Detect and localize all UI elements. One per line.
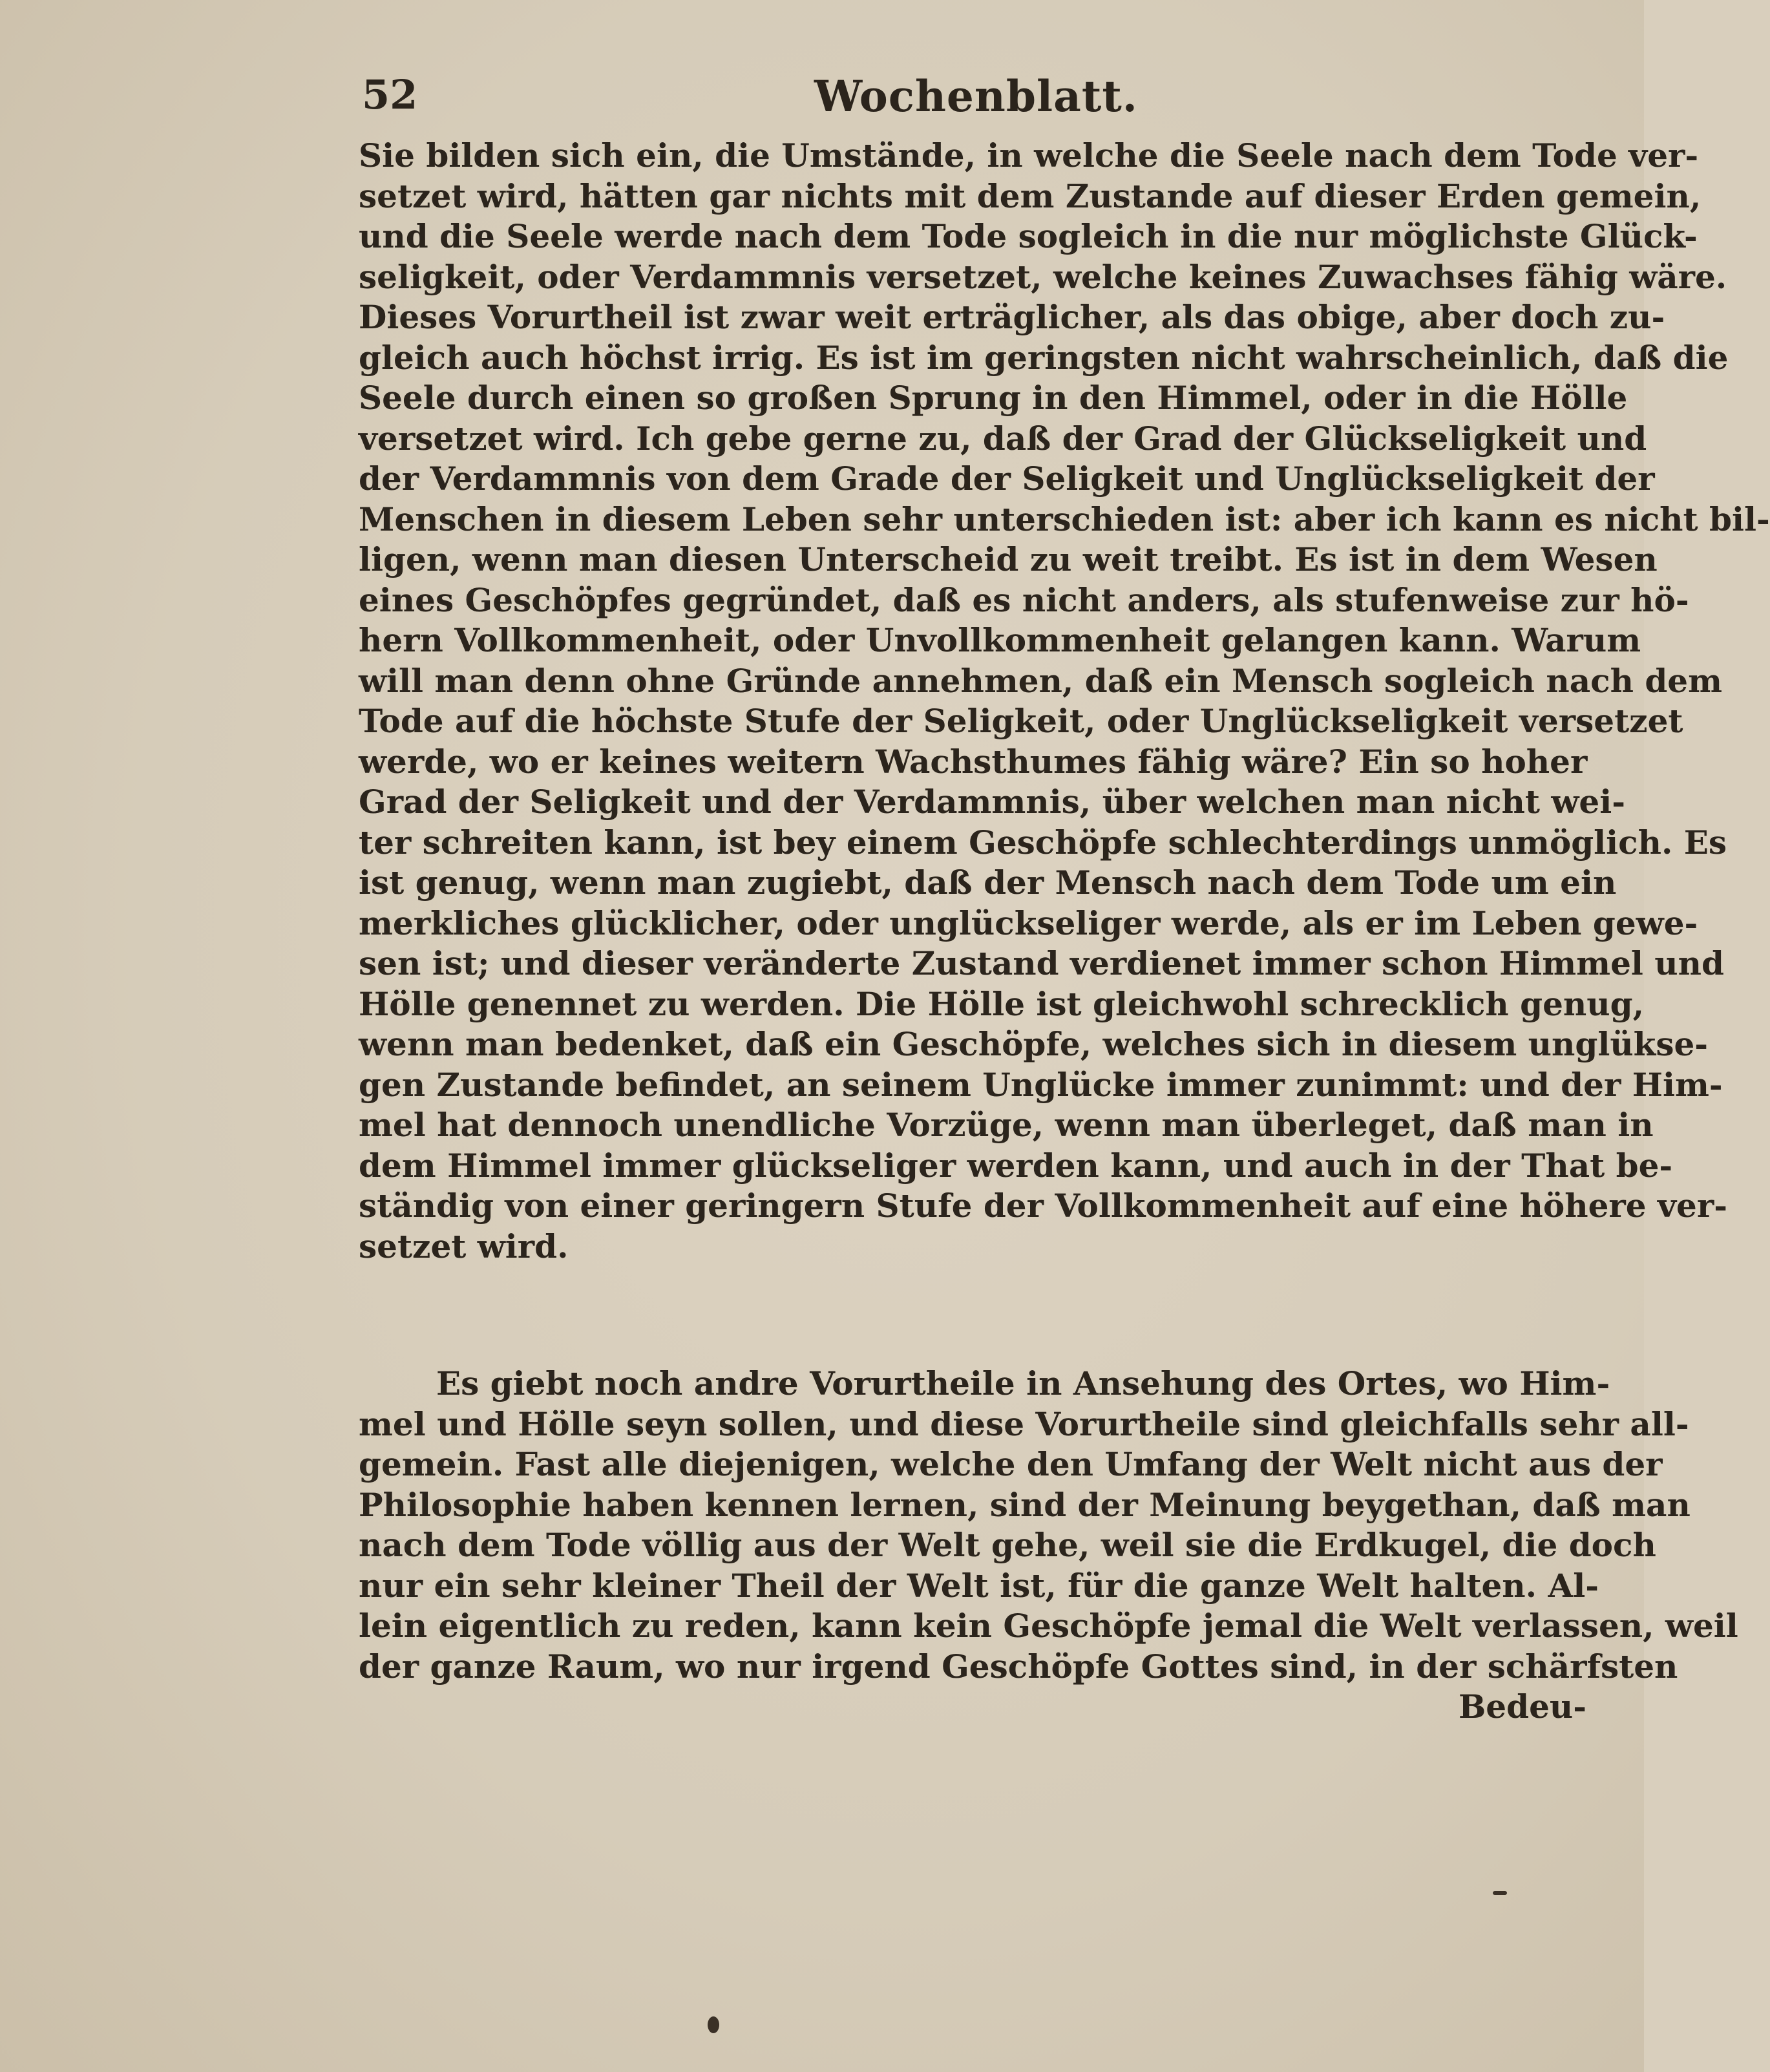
text-line: seligkeit, oder Verdammnis versetzet, welche keines Zuwachses fähig wäre. xyxy=(359,257,1727,296)
text-line: der ganze Raum, wo nur irgend Geschöpfe Gottes sind, in der schärfsten xyxy=(359,1647,1678,1686)
text-line: lein eigentlich zu reden, kann kein Geschöpfe jemal die Welt verlassen, weil xyxy=(359,1607,1738,1645)
text-line: dem Himmel immer glückseliger werden kann, und auch in der That be- xyxy=(359,1146,1673,1185)
text-line: ist genug, wenn man zugiebt, daß der Mensch nach dem Tode um ein xyxy=(359,863,1617,902)
text-line: sen ist; und dieser veränderte Zustand verdienet immer schon Himmel und xyxy=(359,944,1724,982)
text-line: Philosophie haben kennen lernen, sind der Meinung beygethan, daß man xyxy=(359,1485,1691,1524)
text-line: merkliches glücklicher, oder unglückseliger werde, als er im Leben gewe- xyxy=(359,904,1698,942)
text-line: der Verdammnis von dem Grade der Seligkeit und Unglückseligkeit der xyxy=(359,460,1655,498)
text-line: Grad der Seligkeit und der Verdammnis, über welchen man nicht wei- xyxy=(359,783,1625,821)
text-line: nur ein sehr kleiner Theil der Welt ist, für die ganze Welt halten. Al- xyxy=(359,1566,1599,1605)
text-line: hern Vollkommenheit, oder Unvollkommenheit gelangen kann. Warum xyxy=(359,621,1641,659)
text-line: Es giebt noch andre Vorurtheile in Ansehung des Ortes, wo Him- xyxy=(436,1364,1610,1402)
paragraph-1 xyxy=(359,136,1770,1267)
text-line: versetzet wird. Ich gebe gerne zu, daß der Grad der Glückseligkeit und xyxy=(359,419,1647,458)
catchword: Bedeu- xyxy=(1459,1687,1586,1726)
text-line: Sie bilden sich ein, die Umstände, in welche die Seele nach dem Tode ver- xyxy=(359,136,1699,174)
running-title: Wochenblatt. xyxy=(814,71,1138,122)
page-number: 52 xyxy=(362,71,418,118)
page-header xyxy=(362,71,1577,129)
ink-speck xyxy=(1493,1891,1507,1895)
text-line: Dieses Vorurtheil ist zwar weit erträglicher, als das obige, aber doch zu- xyxy=(359,298,1665,336)
text-line: Seele durch einen so großen Sprung in den Himmel, oder in die Hölle xyxy=(359,379,1628,417)
text-line: nach dem Tode völlig aus der Welt gehe, weil sie die Erdkugel, die doch xyxy=(359,1526,1656,1564)
text-line: Tode auf die höchste Stufe der Seligkeit, oder Unglückseligkeit versetzet xyxy=(359,702,1683,740)
text-line: gleich auch höchst irrig. Es ist im geringsten nicht wahrscheinlich, daß die xyxy=(359,338,1729,377)
text-line: und die Seele werde nach dem Tode sogleich in die nur möglichste Glück- xyxy=(359,217,1698,255)
text-line: ter schreiten kann, ist bey einem Geschöpfe schlechterdings unmöglich. Es xyxy=(359,823,1727,862)
text-line: Menschen in diesem Leben sehr unterschieden ist: aber ich kann es nicht bil- xyxy=(359,500,1770,538)
text-line: will man denn ohne Gründe annehmen, daß ein Mensch sogleich nach dem xyxy=(359,661,1723,700)
text-line: ständig von einer geringern Stufe der Vollkommenheit auf eine höhere ver- xyxy=(359,1187,1727,1225)
text-line: werde, wo er keines weitern Wachsthumes fähig wäre? Ein so hoher xyxy=(359,742,1588,781)
text-line: mel und Hölle seyn sollen, und diese Vorurtheile sind gleichfalls sehr all- xyxy=(359,1404,1689,1443)
text-line: gen Zustande befindet, an seinem Unglücke immer zunimmt: und der Him- xyxy=(359,1065,1723,1104)
text-line: Hölle genennet zu werden. Die Hölle ist gleichwohl schrecklich genug, xyxy=(359,984,1644,1023)
text-line: mel hat dennoch unendliche Vorzüge, wenn man überleget, daß man in xyxy=(359,1106,1654,1144)
paragraph-2 xyxy=(359,1364,1738,1728)
text-line: setzet wird, hätten gar nichts mit dem Zustande auf dieser Erden gemein, xyxy=(359,176,1702,215)
text-line: setzet wird. xyxy=(359,1227,569,1265)
ink-speck xyxy=(708,2016,719,2033)
text-line: wenn man bedenket, daß ein Geschöpfe, welches sich in diesem unglükse- xyxy=(359,1025,1709,1063)
text-line: gemein. Fast alle diejenigen, welche den Umfang der Welt nicht aus der xyxy=(359,1445,1663,1483)
text-line: eines Geschöpfes gegründet, daß es nicht anders, als stufenweise zur hö- xyxy=(359,580,1689,619)
text-line: ligen, wenn man diesen Unterscheid zu weit treibt. Es ist in dem Wesen xyxy=(359,540,1658,578)
